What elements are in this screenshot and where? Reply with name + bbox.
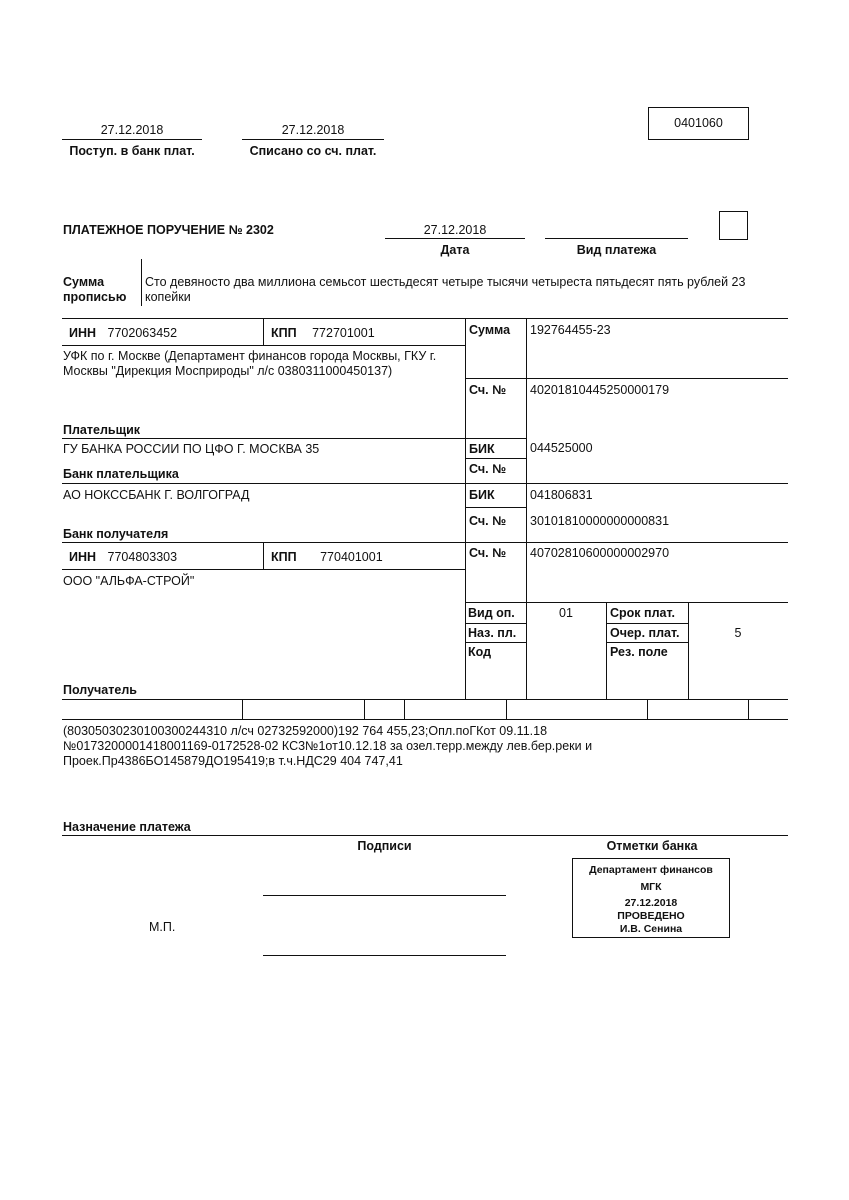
divider: [465, 507, 526, 508]
signature-line: [263, 955, 506, 956]
amount-words-label: [63, 275, 126, 305]
divider: [465, 602, 788, 603]
received-label: Поступ. в банк плат.: [69, 144, 195, 158]
payer-inn: [69, 326, 177, 340]
payer-bank-name: ГУ БАНКА РОССИИ ПО ЦФО Г. МОСКВА 35: [63, 442, 320, 456]
divider: [263, 318, 264, 345]
divider: [465, 458, 526, 459]
payee-inn: [69, 550, 177, 564]
divider: [62, 483, 788, 484]
amount-words-label-2: прописью: [63, 290, 127, 304]
divider: [465, 642, 526, 643]
divider: [465, 623, 526, 624]
payer-name: УФК по г. Москве (Департамент финансов города Москвы, ГКУ г. Москвы "Дирекция Мосприроды" л/с 0380311000450137): [63, 349, 437, 378]
op-type-label: Вид оп.: [468, 606, 515, 620]
debited-label: Списано со сч. плат.: [249, 144, 377, 158]
divider: [263, 542, 264, 569]
payee-account-label: Сч. №: [469, 546, 506, 560]
date-label: Дата: [440, 243, 470, 257]
payer-inn-value: 7702063452: [107, 326, 178, 340]
op-type-value: 01: [559, 606, 573, 620]
payer-kpp-label: КПП: [271, 326, 297, 340]
reserve-label: Рез. поле: [610, 645, 668, 659]
payer-bank-account-label: Сч. №: [469, 462, 506, 476]
divider: [748, 699, 749, 719]
signature-line: [263, 895, 506, 896]
divider: [385, 238, 525, 239]
divider: [606, 623, 688, 624]
divider: [606, 602, 607, 699]
divider: [404, 699, 405, 719]
debited-date: 27.12.2018: [281, 123, 345, 137]
divider: [506, 699, 507, 719]
divider: [647, 699, 648, 719]
divider: [242, 139, 384, 140]
divider: [606, 642, 688, 643]
payer-label: Плательщик: [63, 423, 141, 437]
purpose-line: (80305030230100300244310 л/сч 02732592000)192 764 455,23;Опл.поГКот 09.11.18: [63, 724, 548, 738]
payer-kpp-value: 772701001: [312, 326, 375, 340]
payee-bank-label: Банк получателя: [63, 527, 169, 541]
divider: [62, 699, 788, 700]
payer-bank-label: Банк плательщика: [63, 467, 179, 481]
payer-account: 40201810445250000179: [530, 383, 670, 397]
payee-kpp: [271, 550, 383, 564]
sum-label: Сумма: [469, 323, 511, 337]
payment-purpose: [63, 724, 783, 769]
divider: [62, 345, 465, 346]
stamp-place: М.П.: [149, 920, 176, 934]
payment-type-box: [719, 211, 748, 240]
purpose-code-label: Наз. пл.: [468, 626, 517, 640]
payer-account-label: Сч. №: [469, 383, 506, 397]
form-code: 0401060: [674, 116, 723, 130]
divider: [545, 238, 688, 239]
divider: [62, 569, 465, 570]
stamp-line: Департамент финансов: [589, 864, 713, 876]
amount-words-label-1: Сумма: [63, 275, 105, 289]
payee-bank-bik-label: БИК: [469, 488, 495, 502]
signatures-label: Подписи: [357, 839, 412, 853]
divider: [688, 602, 689, 699]
divider: [62, 835, 788, 836]
divider: [62, 318, 788, 319]
purpose-line: №0173200001418001169-0172528-02 КС3№1от10.12.18 за озел.терр.между лев.бер.реки и: [63, 739, 593, 753]
payee-inn-value: 7704803303: [107, 550, 178, 564]
divider: [62, 719, 788, 720]
bank-stamp: [572, 858, 730, 938]
divider: [526, 318, 527, 699]
code-label: Код: [468, 645, 492, 659]
priority-value: 5: [734, 626, 742, 640]
payer-inn-label: ИНН: [69, 326, 97, 340]
sum-value: 192764455-23: [530, 323, 611, 337]
received-date: 27.12.2018: [100, 123, 164, 137]
stamp-line: 27.12.2018: [624, 897, 678, 909]
divider: [242, 699, 243, 719]
payee-bank-account-label: Сч. №: [469, 514, 506, 528]
divider: [141, 259, 142, 306]
payee-name: ООО "АЛЬФА-СТРОЙ": [63, 574, 195, 588]
bank-marks-label: Отметки банка: [606, 839, 698, 853]
divider: [62, 139, 202, 140]
purpose-line: Проек.Пр4386БО145879ДО195419;в т.ч.НДС29 404 747,41: [63, 754, 403, 768]
payee-inn-label: ИНН: [69, 550, 97, 564]
payee-bank-account: 30101810000000000831: [530, 514, 670, 528]
stamp-line: МГК: [640, 881, 662, 893]
stamp-line: ПРОВЕДЕНО: [617, 910, 685, 922]
divider: [465, 378, 788, 379]
payee-bank-bik: 041806831: [530, 488, 593, 502]
amount-words: Сто девяносто два миллиона семьсот шестьдесят четыре тысячи четыреста пятьдесят пять рублей 23 копейки: [145, 275, 746, 304]
divider: [364, 699, 365, 719]
document-title: ПЛАТЕЖНОЕ ПОРУЧЕНИЕ № 2302: [63, 223, 274, 237]
form-code-box: [648, 107, 749, 140]
payee-account: 40702810600000002970: [530, 546, 670, 560]
payer-kpp: [271, 326, 375, 340]
divider: [62, 542, 788, 543]
payee-label: Получатель: [63, 683, 137, 697]
due-label: Срок плат.: [610, 606, 675, 620]
purpose-label: Назначение платежа: [63, 820, 191, 834]
divider: [62, 438, 526, 439]
payment-type-label: Вид платежа: [576, 243, 657, 257]
payer-bank-bik-label: БИК: [469, 442, 495, 456]
priority-label: Очер. плат.: [610, 626, 680, 640]
payee-kpp-label: КПП: [271, 550, 297, 564]
stamp-line: И.В. Сенина: [619, 923, 683, 935]
payee-bank-name: АО НОКССБАНК Г. ВОЛГОГРАД: [63, 488, 250, 502]
document-date: 27.12.2018: [423, 223, 487, 237]
payer-bank-bik: 044525000: [530, 441, 593, 455]
payee-kpp-value: 770401001: [320, 550, 383, 564]
